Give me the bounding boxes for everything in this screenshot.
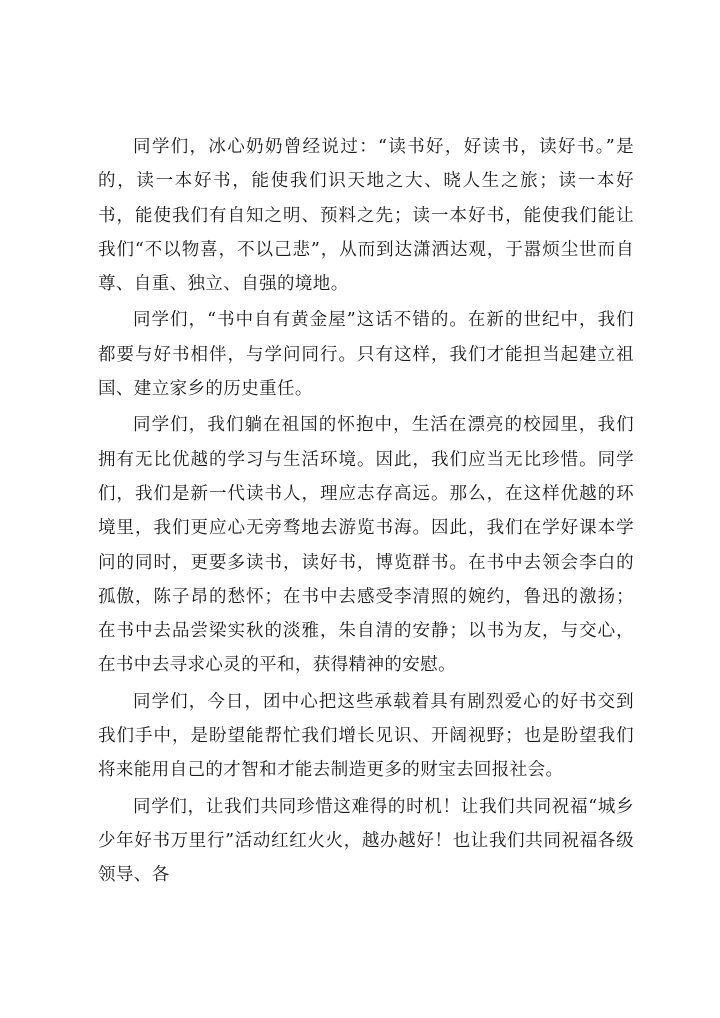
paragraph-4: 同学们，今日，团中心把这些承载着具有剧烈爱心的好书交到我们手中，是盼望能帮忙我们增长见识、开阔视野；也是盼望我们将来能用自己的才智和才能去制造更多的财宝去回报社会。 [98,691,634,781]
paragraph-1: 同学们，冰心奶奶曾经说过：“读书好，好读书，读好书。”是的，读一本好书，能使我们识天地之大、晓人生之旅；读一本好书，能使我们有自知之明、预料之先；读一本好书，能使我们能让我们“不以物喜，不以己悲”，从而到达潇洒达观，于嚣烦尘世而自尊、自重、独立、自强的境地。 [98,137,634,295]
paragraph-5: 同学们，让我们共同珍惜这难得的时机！让我们共同祝福“城乡少年好书万里行”活动红红火火，越办越好！也让我们共同祝福各级领导、各 [98,796,634,886]
document-body [98,130,634,895]
paragraph-3: 同学们，我们躺在祖国的怀抱中，生活在漂亮的校园里，我们拥有无比优越的学习与生活环境。因此，我们应当无比珍惜。同学们，我们是新一代读书人，理应志存高远。那么，在这样优越的环境里，我们更应心无旁骛地去游览书海。因此，我们在学好课本学问的同时，更要多读书，读好书，博览群书。在书中去领会李白的孤傲，陈子昂的愁怀；在书中去感受李清照的婉约，鲁迅的激扬；在书中去品尝梁实秋的淡雅，朱自清的安静；以书为友，与交心，在书中去寻求心灵的平和，获得精神的安慰。 [98,415,634,676]
paragraph-2: 同学们，“书中自有黄金屋”这话不错的。在新的世纪中，我们都要与好书相伴，与学问同行。只有这样，我们才能担当起建立祖国、建立家乡的历史重任。 [98,310,634,400]
